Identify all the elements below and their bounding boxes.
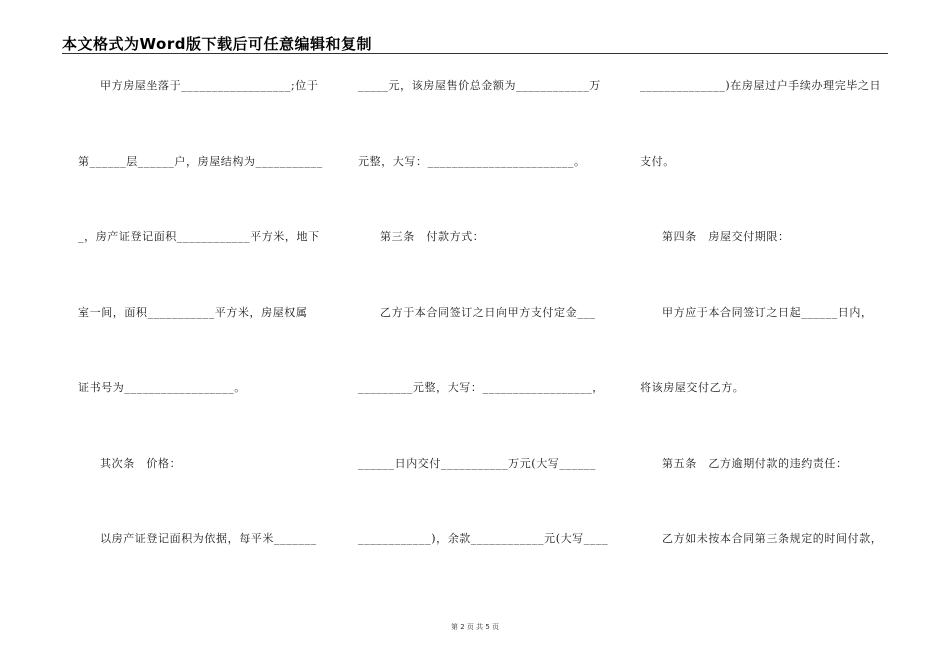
- document-header-title: 本文格式为Word版下载后可任意编辑和复制: [62, 35, 372, 53]
- text-column-2: [358, 78, 608, 607]
- page-number-footer: 第 2 页 共 5 页: [450, 623, 500, 631]
- column-3-line-6: 第五条 乙方逾期付款的违约责任：: [662, 456, 848, 470]
- column-1-line-4: 室一间，面积___________平方米，房屋权属: [78, 305, 308, 319]
- text-column-3: [640, 78, 890, 607]
- header-divider: [62, 53, 888, 54]
- column-3-line-7: 乙方如未按本合同第三条规定的时间付款，: [662, 532, 883, 545]
- column-3-line-5: 将该房屋交付乙方。: [640, 381, 745, 394]
- column-1-line-6: 其次条 价格：: [100, 456, 182, 470]
- column-2-line-1: _____元，该房屋售价总金额为____________万: [358, 79, 601, 92]
- column-3-line-1: ______________)在房屋过户手续办理完毕之日: [640, 79, 882, 92]
- column-3-line-2: 支付。: [640, 154, 675, 168]
- column-2-line-7: ____________)，余款____________元(大写____: [358, 532, 609, 545]
- column-1-line-2: 第______层______户，房屋结构为___________: [78, 154, 323, 168]
- text-column-1: [78, 78, 328, 607]
- column-1-line-5: 证书号为__________________。: [78, 381, 246, 394]
- column-3-line-3: 第四条 房屋交付期限：: [662, 230, 790, 243]
- column-2-line-6: ______日内交付___________万元(大写______: [358, 456, 596, 470]
- column-2-line-3: 第三条 付款方式：: [380, 230, 485, 243]
- column-2-line-2: 元整，大写：________________________。: [358, 154, 586, 168]
- column-1-line-3: _，房产证登记面积____________平方米，地下: [78, 230, 320, 243]
- column-3-line-4: 甲方应于本合同签订之日起______日内，: [662, 305, 873, 319]
- column-1-line-7: 以房产证登记面积为依据，每平米_______: [100, 532, 317, 545]
- column-1-line-1: 甲方房屋坐落于__________________;位于: [100, 79, 319, 92]
- column-2-line-5: _________元整，大写：__________________，: [358, 381, 604, 394]
- column-2-line-4: 乙方于本合同签订之日向甲方支付定金___: [380, 305, 596, 319]
